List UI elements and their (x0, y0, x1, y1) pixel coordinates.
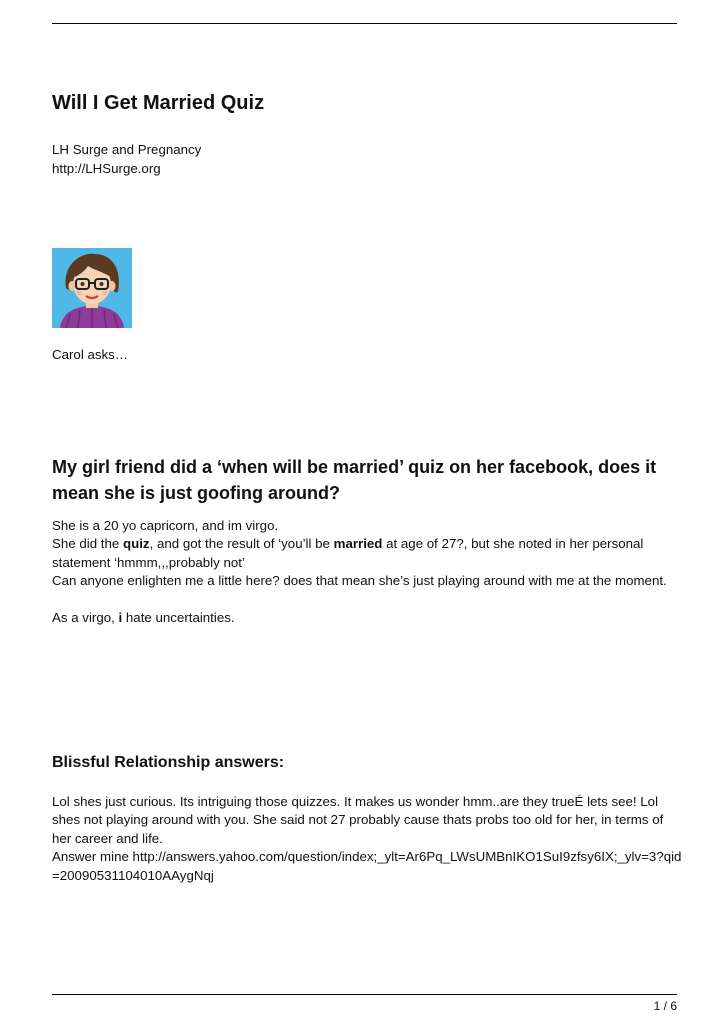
answer-line: Answer mine http://answers.yahoo.com/question/index;_ylt=Ar6Pq_LWsUMBnIKO1SuI9zfsy6IX;_ylv=3?qid=20090531104010AAygNqj (52, 849, 682, 883)
bottom-rule (52, 994, 677, 995)
avatar-illustration (52, 248, 132, 328)
avatar (52, 248, 132, 328)
question-body (52, 517, 682, 627)
question-line: Can anyone enlighten me a little here? does that mean she’s just playing around with me at the moment. (52, 573, 667, 589)
keyword-i: i (118, 610, 123, 626)
site-meta (52, 140, 201, 178)
paragraph-gap (52, 591, 682, 609)
text-run: As a virgo, (52, 610, 119, 626)
keyword-quiz: quiz (122, 536, 150, 552)
top-rule (52, 23, 677, 24)
text-run: , and got the result of ‘you’ll be (149, 536, 334, 552)
question-line: She is a 20 yo capricorn, and im virgo. (52, 518, 279, 533)
site-name: LH Surge and Pregnancy (52, 142, 202, 157)
question-line (52, 535, 682, 572)
answer-body (52, 793, 682, 885)
site-url: http://LHSurge.org (52, 161, 161, 176)
question-heading: My girl friend did a ‘when will be married’ quiz on her facebook, does it mean she is just goofing around? (52, 457, 657, 503)
question-line (52, 609, 682, 627)
answers-heading: Blissful Relationship answers: (52, 754, 285, 771)
text-run: hate uncertainties. (122, 610, 235, 626)
doc-title: Will I Get Married Quiz (52, 92, 265, 114)
text-run: at age of 27?, but she noted in her personal statement ‘hmmm,,,probably not’ (52, 536, 644, 570)
answer-line: Lol shes just curious. Its intriguing those quizzes. It makes us wonder hmm..are they trueÉ lets see! Lol shes not playing around with you. She said not 27 probably cause thats probs too old for her, in terms of her career and life. (52, 794, 664, 846)
page-number: 1 / 6 (653, 999, 677, 1013)
asker-label: Carol asks… (52, 347, 129, 362)
keyword-married: married (333, 536, 383, 552)
text-run: She did the (52, 536, 123, 552)
